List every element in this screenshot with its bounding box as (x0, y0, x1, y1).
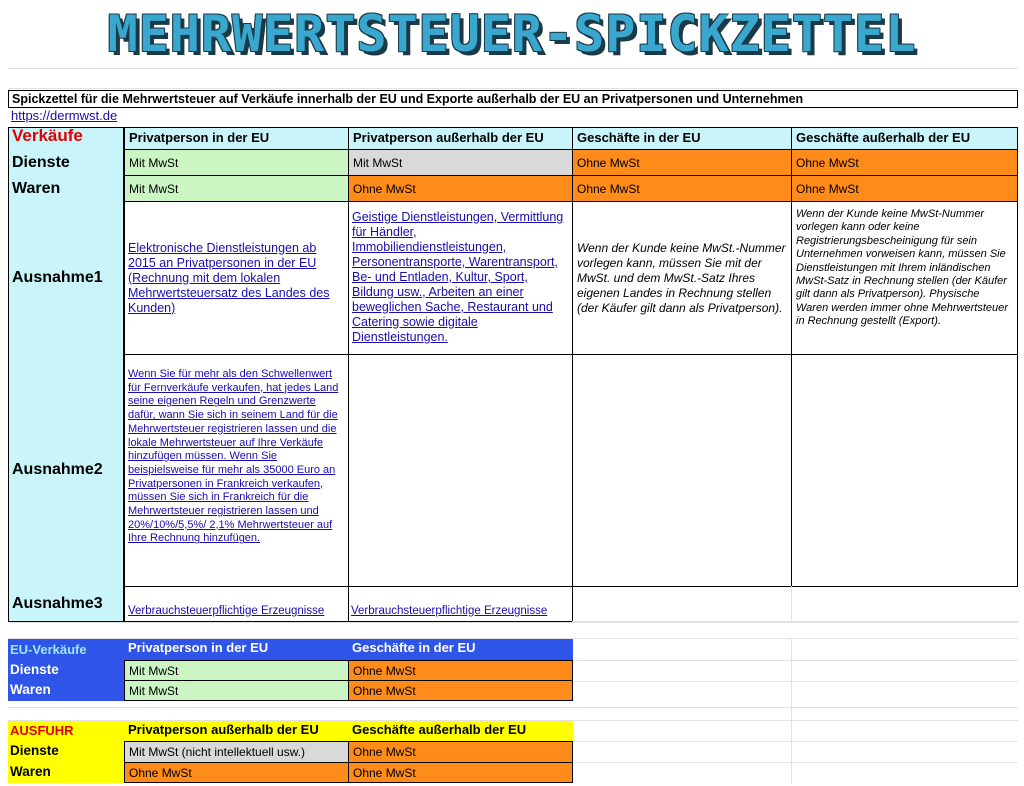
export-cell-dienste-private: Mit MwSt (nicht intellektuell usw.) (124, 741, 349, 763)
eu-corner-label: EU-Verkäufe (10, 643, 87, 657)
export-corner-label: AUSFUHR (10, 724, 74, 738)
cell-dienste-business-non-eu: Ohne MwSt (791, 149, 1018, 176)
cell-waren-private-eu: Mit MwSt (124, 175, 349, 202)
eu-col-header-business: Geschäfte in der EU (348, 639, 573, 660)
banner-title: MEHRWERTSTEUER-SPICKZETTEL (107, 4, 917, 63)
export-cell-dienste-business: Ohne MwSt (348, 741, 573, 763)
banner (0, 0, 1024, 67)
ausnahme2-private-eu-link[interactable]: Wenn Sie für mehr als den Schwellenwert für Fernverkäufe verkaufen, hat jedes Land seine eigenen Regeln und Grenzwerte dafür, wann Sie sich in seinem Land für die Mehrwertsteuer registrieren lassen und die lokale Mehrwertsteuer auf Ihre Verkäufe hinzufügen müssen. Wenn Sie beispielsweise für mehr als 35000 Euro an Privatpersonen in Frankreich verkaufen, müssen Sie sich in Frankreich für die Mehrwertsteuer registrieren lassen und 20%/10%/5,5%/ 2,1% Mehrwertsteuer auf Ihre Rechnung hinzufügen. (128, 368, 339, 545)
cell-ausnahme1-business-eu: Wenn der Kunde keine MwSt.-Nummer vorlegen kann, müssen Sie mit der MwSt. und dem MwSt.-Satz Ihres eigenen Landes in Rechnung stellen (der Käufer gilt dann als Privatperson). (572, 201, 792, 355)
eu-cell-waren-business: Ohne MwSt (348, 680, 573, 701)
eu-col-header-private: Privatperson in der EU (124, 639, 349, 660)
eu-cell-waren-private: Mit MwSt (124, 680, 349, 701)
row-label-ausnahme3: Ausnahme3 (12, 595, 103, 612)
ausnahme1-private-eu-link[interactable]: Elektronische Dienstleistungen ab 2015 an Privatpersonen in der EU (Rechnung mit dem lokalen Mehrwertsteuersatz des Landes des Kunden) (128, 240, 330, 315)
cell-dienste-private-eu: Mit MwSt (124, 149, 349, 176)
cell-waren-business-non-eu: Ohne MwSt (791, 175, 1018, 202)
eu-row-label-dienste: Dienste (10, 663, 59, 677)
cell-ausnahme3-business-non-eu (791, 586, 1018, 622)
cell-dienste-business-eu: Ohne MwSt (572, 149, 792, 176)
row-label-ausnahme1: Ausnahme1 (12, 269, 103, 286)
cell-ausnahme1-private-non-eu (348, 201, 573, 355)
source-link[interactable]: https://dermwst.de (11, 108, 118, 123)
export-cell-waren-business: Ohne MwSt (348, 762, 573, 783)
intro-description: Spickzettel für die Mehrwertsteuer auf Verkäufe innerhalb der EU und Exporte außerhalb der EU an Privatpersonen und Unternehmen (8, 90, 1018, 108)
ausnahme3-private-non-eu-link[interactable]: Verbrauchsteuerpflichtige Erzeugnisse (351, 605, 548, 617)
export-row-label-dienste: Dienste (10, 744, 59, 758)
cell-dienste-private-non-eu: Mit MwSt (348, 149, 573, 176)
cell-ausnahme3-private-eu (124, 586, 349, 622)
cell-ausnahme2-business-non-eu (791, 354, 1018, 587)
export-cell-waren-private: Ohne MwSt (124, 762, 349, 783)
row-label-waren: Waren (12, 180, 61, 197)
export-row-label-waren: Waren (10, 765, 51, 779)
eu-cell-dienste-business: Ohne MwSt (348, 660, 573, 681)
col-header-business-non-eu: Geschäfte außerhalb der EU (791, 127, 1018, 150)
export-col-header-private: Privatperson außerhalb der EU (128, 722, 319, 737)
eu-row-label-waren: Waren (10, 683, 51, 697)
cell-ausnahme2-private-non-eu (348, 354, 573, 587)
eu-cell-dienste-private: Mit MwSt (124, 660, 349, 681)
main-corner-label: Verkäufe (12, 129, 83, 145)
col-header-private-non-eu: Privatperson außerhalb der EU (348, 127, 573, 150)
ausnahme3-private-eu-link[interactable]: Verbrauchsteuerpflichtige Erzeugnisse (128, 605, 325, 617)
col-header-business-eu: Geschäfte in der EU (572, 127, 792, 150)
cell-waren-business-eu: Ohne MwSt (572, 175, 792, 202)
row-label-dienste: Dienste (12, 154, 70, 171)
cell-ausnahme2-business-eu (572, 354, 792, 587)
cell-ausnahme1-private-eu (124, 201, 349, 355)
col-header-private-eu: Privatperson in der EU (124, 127, 349, 150)
cell-ausnahme2-private-eu (124, 354, 349, 587)
cell-ausnahme3-business-eu (572, 586, 792, 622)
cell-ausnahme3-private-non-eu (348, 586, 573, 622)
cell-waren-private-non-eu: Ohne MwSt (348, 175, 573, 202)
cell-ausnahme1-business-non-eu: Wenn der Kunde keine MwSt-Nummer vorlegen kann oder keine Registrierungsbescheinigung für sein Unternehmen vorweisen kann, müssen Sie Dienstleistungen mit Ihrem inländischen MwSt-Satz in Rechnung stellen (der Käufer gilt dann als Privatperson). Physische Waren werden immer ohne Mehrwertsteuer in Rechnung gestellt (Export). (791, 201, 1018, 355)
export-col-header-business: Geschäfte außerhalb der EU (352, 722, 527, 737)
ausnahme1-private-non-eu-link[interactable]: Geistige Dienstleistungen, Vermittlung für Händler, Immobiliendienstleistungen, Personentransporte, Warentransport, Be- und Entladen, Kultur, Sport, Bildung usw., Arbeiten an einer beweglichen Sache, Restaurant und Catering sowie digitale Dienstleistungen. (352, 210, 564, 344)
row-label-ausnahme2: Ausnahme2 (12, 461, 103, 478)
